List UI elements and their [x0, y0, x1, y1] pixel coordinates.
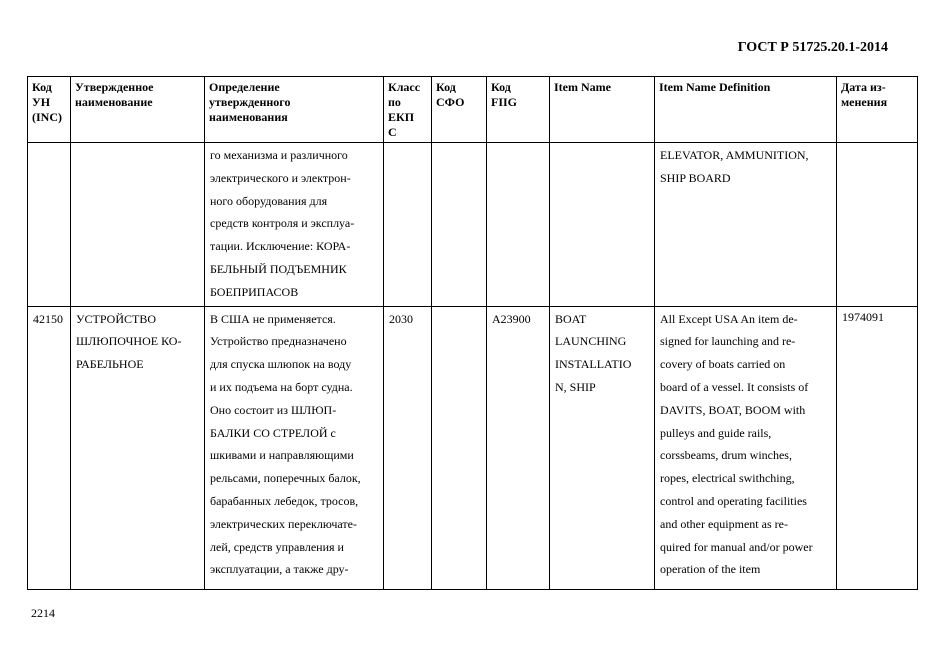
text-line: лей, средств управления и — [210, 539, 344, 554]
header-fiig — [487, 77, 550, 143]
text-line: по — [388, 95, 401, 109]
text-line: утвержденного — [209, 95, 291, 109]
text-line: РАБЕЛЬНОЕ — [76, 357, 144, 372]
header-sfo — [432, 77, 487, 143]
cell-item-name-definition — [655, 143, 837, 307]
text-line: SHIP BOARD — [660, 170, 731, 185]
text-line: го механизма и различного — [210, 148, 348, 162]
cell-item-name-definition — [655, 306, 837, 589]
text-line: наименование — [75, 95, 153, 109]
text-line: ELEVATOR, AMMUNITION, — [660, 148, 809, 162]
text-line: С — [388, 125, 397, 139]
text-line: менения — [841, 95, 888, 109]
text-line: УН — [32, 95, 51, 109]
header-class — [384, 77, 432, 143]
cell-item-name — [550, 143, 655, 307]
text-line: quired for manual and/or power — [660, 539, 813, 554]
text-line: board of a vessel. It consists of — [660, 379, 809, 394]
text-line: INSTALLATIO — [555, 357, 632, 372]
text-line: and other equipment as re- — [660, 516, 788, 531]
text-line: наименования — [209, 110, 288, 124]
text-line: электрических переключате- — [210, 516, 357, 531]
text-line: Оно состоит из ШЛЮП- — [210, 402, 337, 417]
header-inc — [28, 77, 71, 143]
text-line: DAVITS, BOAT, BOOM with — [660, 402, 806, 417]
cell-approved-name — [71, 306, 205, 589]
cell-date — [837, 306, 918, 589]
text-line: и их подъема на борт судна. — [210, 379, 353, 394]
text-line: Утвержденное — [75, 80, 154, 94]
cell-definition — [205, 306, 384, 589]
text-line: Код — [32, 80, 52, 94]
text-line: covery of boats carried on — [660, 357, 786, 372]
header-item-name — [550, 77, 655, 143]
cell-inc — [28, 143, 71, 307]
text-line: БЕЛЬНЫЙ ПОДЪЕМНИК — [210, 261, 347, 276]
header-definition — [205, 77, 384, 143]
text-line: УСТРОЙСТВО — [76, 311, 156, 326]
cell-item-name — [550, 306, 655, 589]
text-line: Item Name — [554, 80, 611, 94]
cell-inc — [28, 306, 71, 589]
text-line: ЕКП — [388, 110, 415, 124]
text-line: LAUNCHING — [555, 334, 627, 349]
cell-sfo — [432, 143, 487, 307]
text-line: БОЕПРИПАСОВ — [210, 284, 299, 299]
text-line: для спуска шлюпок на воду — [210, 357, 352, 372]
text-line: ropes, electrical swithching, — [660, 471, 795, 486]
text-line: эксплуатации, а также дру- — [210, 562, 349, 577]
catalog-table — [27, 76, 918, 590]
text-line: Код — [491, 80, 511, 94]
text-line: барабанных лебедок, тросов, — [210, 493, 359, 508]
text-line: ного оборудования для — [210, 193, 328, 208]
text-line: Item Name Definition — [659, 80, 771, 94]
text-line: СФО — [436, 95, 465, 109]
text-line: FIIG — [491, 95, 518, 109]
page-number: 2214 — [31, 606, 55, 620]
text-line: Дата из- — [841, 80, 886, 94]
text-line: operation of the item — [660, 562, 761, 577]
table-row — [28, 306, 918, 589]
cell-class — [384, 306, 432, 589]
text-line: All Except USA An item de- — [660, 311, 798, 326]
text-line: БАЛКИ СО СТРЕЛОЙ с — [210, 425, 336, 440]
table-row — [28, 143, 918, 307]
text-line: corssbeams, drum winches, — [660, 448, 792, 463]
text-line: В США не применяется. — [210, 311, 336, 326]
text-line: тации. Исключение: КОРА- — [210, 239, 351, 254]
header-item-name-definition — [655, 77, 837, 143]
cell-sfo — [432, 306, 487, 589]
header-date — [837, 77, 918, 143]
text-line: Класс — [388, 80, 421, 94]
text-line: BOAT — [555, 311, 587, 326]
text-line: рельсами, поперечных балок, — [210, 471, 361, 486]
text-line: 2030 — [389, 311, 413, 326]
text-line: Определение — [209, 80, 280, 94]
text-line: (INC) — [32, 110, 62, 124]
cell-approved-name — [71, 143, 205, 307]
text-line: pulleys and guide rails, — [660, 425, 772, 440]
text-line: A23900 — [492, 311, 531, 326]
text-line: Код — [436, 80, 456, 94]
text-line: N, SHIP — [555, 379, 596, 394]
text-line: средств контроля и эксплуа- — [210, 216, 355, 231]
text-line: control and operating facilities — [660, 493, 807, 508]
cell-date — [837, 143, 918, 307]
header-row — [28, 77, 918, 143]
cell-fiig — [487, 306, 550, 589]
text-line: Устройство предназначено — [210, 334, 347, 349]
text-line: signed for launching and re- — [660, 334, 796, 349]
text-line: ШЛЮПОЧНОЕ КО- — [76, 334, 182, 349]
header-approved-name — [71, 77, 205, 143]
text-line: 42150 — [33, 311, 63, 326]
text-line: электрического и электрон- — [210, 170, 351, 185]
text-line: 1974091 — [842, 309, 884, 324]
cell-fiig — [487, 143, 550, 307]
text-line: шкивами и направляющими — [210, 448, 354, 463]
cell-class — [384, 143, 432, 307]
document-code: ГОСТ Р 51725.20.1-2014 — [737, 40, 888, 55]
cell-definition — [205, 143, 384, 307]
